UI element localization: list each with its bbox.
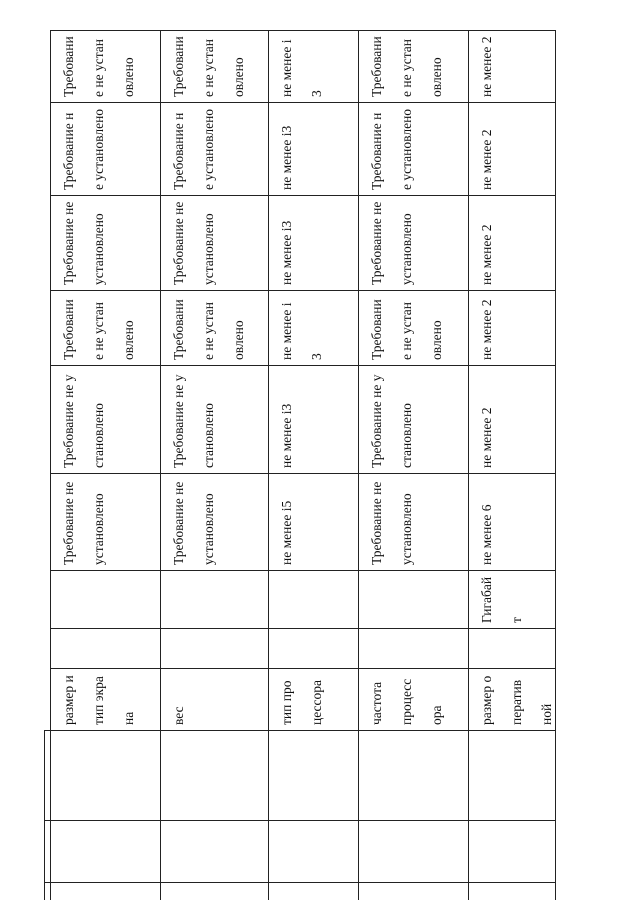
value-cell-text: не менее 2 <box>479 407 494 468</box>
table-column-divider <box>44 730 556 731</box>
unit-cell-text <box>359 571 468 628</box>
value-cell-text: не менее 6 <box>479 504 494 565</box>
value-cell-text: Требование не установлено <box>61 201 106 285</box>
value-cell <box>161 291 268 365</box>
unit-cell <box>51 571 160 628</box>
value-cell-text: не менее i3 <box>279 302 324 360</box>
characteristic-name-cell-text: тип процессора <box>279 679 324 725</box>
value-cell <box>51 103 160 195</box>
table-column-divider <box>44 882 556 883</box>
value-cell <box>269 31 358 102</box>
value-cell <box>269 291 358 365</box>
value-cell <box>469 196 555 290</box>
value-cell <box>269 366 358 473</box>
table-column-divider <box>44 820 556 821</box>
unit-cell-text <box>269 571 358 628</box>
unit-cell <box>161 571 268 628</box>
characteristic-name-cell-text: частота процессора <box>369 678 444 725</box>
value-cell-text: не менее 2 <box>479 299 494 360</box>
characteristic-name-cell-text: размер и тип экрана <box>61 675 136 725</box>
code-cell <box>45 731 50 820</box>
value-cell-text: Требование не установлено <box>369 481 414 565</box>
value-cell-text: Требование не установлено <box>369 36 444 97</box>
value-cell <box>51 474 160 570</box>
unit-cell-text <box>51 571 160 628</box>
value-cell-text: Требование не установлено <box>61 481 106 565</box>
value-cell <box>161 366 268 473</box>
value-cell-text: Требование не установлено <box>369 201 414 285</box>
value-cell <box>359 474 468 570</box>
value-cell-text: не менее i3 <box>279 403 294 468</box>
characteristic-name-cell-text: размер оперативной <box>479 675 554 725</box>
value-cell <box>51 291 160 365</box>
value-cell-text: Требование не установлено <box>171 299 246 360</box>
value-cell <box>469 31 555 102</box>
product-name-cell-text <box>45 669 50 730</box>
value-cell-text: не менее 2 <box>479 129 494 190</box>
value-cell <box>269 196 358 290</box>
table-column-divider <box>50 628 556 629</box>
characteristic-name-cell <box>51 669 160 730</box>
unit-cell <box>469 571 555 628</box>
value-cell <box>51 196 160 290</box>
characteristic-name-cell <box>469 669 555 730</box>
value-cell <box>161 474 268 570</box>
value-cell-text: не менее i3 <box>279 125 294 190</box>
characteristic-name-cell <box>359 669 468 730</box>
value-cell-text: Требование не установлено <box>61 36 136 97</box>
characteristic-name-cell <box>269 669 358 730</box>
value-cell <box>359 103 468 195</box>
product-name-cell <box>45 669 50 730</box>
value-cell <box>51 366 160 473</box>
value-cell-text: Требование не установлено <box>171 481 216 565</box>
value-cell <box>469 291 555 365</box>
value-cell <box>269 103 358 195</box>
value-cell <box>469 103 555 195</box>
value-cell <box>359 31 468 102</box>
value-cell-text: Требование не установлено <box>171 108 216 190</box>
value-cell-text: Требование не установлено <box>369 374 414 468</box>
value-cell-text: Требование не установлено <box>171 201 216 285</box>
characteristic-name-cell-text: вес <box>171 706 186 725</box>
characteristic-name-cell <box>161 669 268 730</box>
value-cell-text: не менее i5 <box>279 500 294 565</box>
value-cell-text: не менее i3 <box>279 220 294 285</box>
code-cell-text <box>45 731 50 820</box>
value-cell-text: Требование не установлено <box>61 108 106 190</box>
value-cell-text: Требование не установлено <box>369 299 444 360</box>
value-cell <box>161 103 268 195</box>
value-cell <box>161 196 268 290</box>
value-cell <box>359 291 468 365</box>
value-cell-text: Требование не установлено <box>171 36 246 97</box>
row-number-cell-text <box>45 821 50 882</box>
unit-cell <box>359 571 468 628</box>
value-cell-text: Требование не установлено <box>171 374 216 468</box>
value-cell <box>359 366 468 473</box>
value-cell <box>269 474 358 570</box>
value-cell <box>51 31 160 102</box>
value-cell-text: Требование не установлено <box>61 299 136 360</box>
value-cell <box>161 31 268 102</box>
value-cell <box>359 196 468 290</box>
unit-cell-text <box>161 571 268 628</box>
value-cell-text: не менее 2 <box>479 36 494 97</box>
value-cell <box>469 474 555 570</box>
unit-cell <box>269 571 358 628</box>
value-cell-text: не менее 2 <box>479 224 494 285</box>
value-cell-text: не менее i3 <box>279 39 324 97</box>
row-number-cell <box>45 821 50 882</box>
value-cell-text: Требование не установлено <box>61 374 106 468</box>
table-row-divider <box>555 30 556 900</box>
unit-cell-text: Гигабайт <box>479 576 524 623</box>
value-cell <box>469 366 555 473</box>
value-cell-text: Требование не установлено <box>369 108 414 190</box>
